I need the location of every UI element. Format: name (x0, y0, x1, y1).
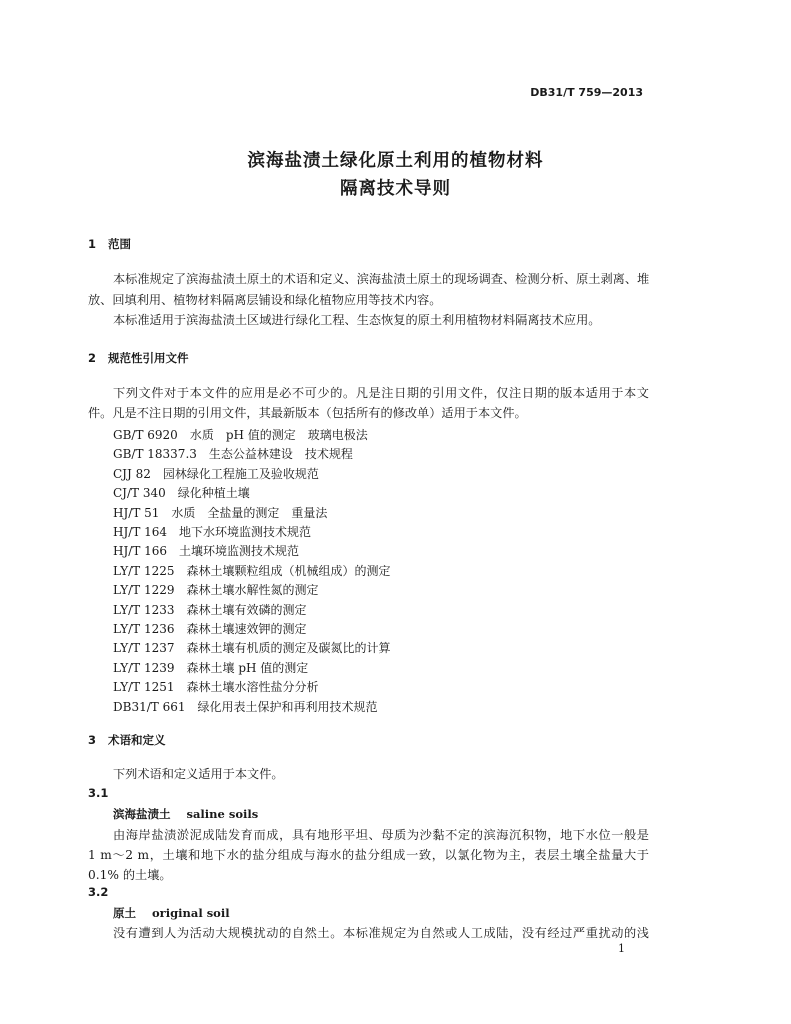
reference-item (113, 504, 327, 521)
paragraph-line: 放、回填利用、植物材料隔离层铺设和绿化植物应用等技术内容。 (88, 293, 442, 307)
reference-item (113, 562, 391, 579)
reference-item (113, 542, 299, 559)
reference-title: 绿化种植土壤 (177, 486, 250, 501)
reference-item (113, 620, 307, 637)
term-number: 3.2 (88, 885, 109, 899)
reference-title: 森林土壤水解性氮的测定 (186, 583, 319, 598)
section-2-heading (88, 350, 189, 366)
reference-code: DB31/T 661 (113, 699, 186, 714)
section-title: 规范性引用文件 (108, 351, 189, 365)
reference-code: LY/T 1239 (113, 660, 175, 675)
reference-item (113, 445, 353, 462)
definition-line: 由海岸盐渍淤泥成陆发育而成，具有地形平坦、母质为沙黏不定的滨海沉积物，地下水位一般是 (113, 828, 649, 842)
section-number: 2 (88, 351, 97, 365)
reference-code: LY/T 1229 (113, 583, 175, 598)
definition-line: 没有遭到人为活动大规模扰动的自然土。本标准规定为自然或人工成陆，没有经过严重扰动的浅 (113, 926, 649, 940)
reference-title: 生态公益林建设 技术规程 (208, 447, 353, 462)
section-number: 1 (88, 237, 97, 251)
reference-title: 森林土壤有效磷的测定 (186, 602, 307, 617)
reference-title: 地下水环境监测技术规范 (179, 525, 312, 539)
term-heading (113, 806, 258, 822)
reference-code: CJ/T 340 (113, 486, 166, 501)
reference-title: 森林土壤速效钾的测定 (186, 622, 307, 636)
reference-item (113, 581, 319, 598)
reference-code: CJJ 82 (113, 466, 151, 481)
term-chinese: 滨海盐渍土 (113, 807, 171, 821)
standard-number: DB31/T 759—2013 (530, 86, 643, 99)
reference-title: 森林土壤颗粒组成（机械组成）的测定 (186, 563, 391, 578)
reference-item (113, 601, 307, 618)
section-title: 范围 (108, 237, 131, 251)
term-heading (113, 905, 230, 921)
reference-item (113, 659, 308, 676)
paragraph-line: 下列文件对于本文件的应用是必不可少的。凡是注日期的引用文件，仅注日期的版本适用于本文 (113, 386, 649, 400)
term-english: original soil (152, 906, 230, 920)
definition-line: 1 m～2 m，土壤和地下水的盐分组成与海水的盐分组成一致，以氯化物为主，表层土壤全盐量大于 (88, 848, 649, 862)
paragraph-line: 本标准规定了滨海盐渍土原土的术语和定义、滨海盐渍土原土的现场调查、检测分析、原土剥离、堆 (113, 272, 650, 286)
reference-title: 水质 pH 值的测定 玻璃电极法 (189, 428, 368, 442)
reference-title: 森林土壤水溶性盐分分析 (186, 680, 319, 695)
reference-code: HJ/T 164 (113, 525, 168, 539)
reference-code: HJ/T 51 (113, 505, 160, 520)
paragraph-line: 件。凡是不注日期的引用文件，其最新版本（包括所有的修改单）适用于本文件。 (88, 406, 527, 420)
paragraph-line: 下列术语和定义适用于本文件。 (113, 767, 284, 781)
reference-code: LY/T 1236 (113, 622, 175, 636)
reference-title: 土壤环境监测技术规范 (179, 544, 300, 559)
term-chinese: 原土 (113, 906, 136, 920)
reference-item (113, 698, 378, 715)
term-number: 3.1 (88, 786, 109, 800)
reference-code: HJ/T 166 (113, 544, 168, 559)
section-1-heading (88, 236, 131, 252)
definition-line: 0.1% 的土壤。 (88, 868, 172, 882)
reference-code: GB/T 18337.3 (113, 447, 197, 462)
reference-title: 水质 全盐量的测定 重量法 (171, 505, 328, 520)
document-title-line-1: 滨海盐渍土绿化原土利用的植物材料 (247, 151, 544, 171)
reference-item (113, 465, 319, 482)
reference-code: LY/T 1237 (113, 641, 175, 656)
section-title: 术语和定义 (108, 733, 166, 747)
reference-title: 园林绿化工程施工及验收规范 (162, 466, 319, 481)
reference-item (113, 678, 319, 695)
reference-code: GB/T 6920 (113, 428, 178, 442)
section-number: 3 (88, 733, 97, 747)
reference-item (113, 426, 368, 443)
reference-title: 森林土壤有机质的测定及碳氮比的计算 (186, 641, 391, 656)
term-english: saline soils (186, 807, 259, 821)
reference-item (113, 639, 391, 656)
reference-code: LY/T 1233 (113, 602, 175, 617)
document-title-line-2: 隔离技术导则 (340, 179, 451, 199)
paragraph-line: 本标准适用于滨海盐渍土区域进行绿化工程、生态恢复的原土利用植物材料隔离技术应用。 (113, 313, 601, 327)
reference-code: LY/T 1225 (113, 563, 175, 578)
section-3-heading (88, 732, 166, 748)
page-number: 1 (618, 942, 625, 955)
reference-item (113, 484, 250, 501)
reference-item (113, 523, 311, 540)
reference-title: 森林土壤 pH 值的测定 (186, 660, 309, 675)
reference-code: LY/T 1251 (113, 680, 175, 695)
reference-title: 绿化用表土保护和再利用技术规范 (197, 699, 378, 714)
